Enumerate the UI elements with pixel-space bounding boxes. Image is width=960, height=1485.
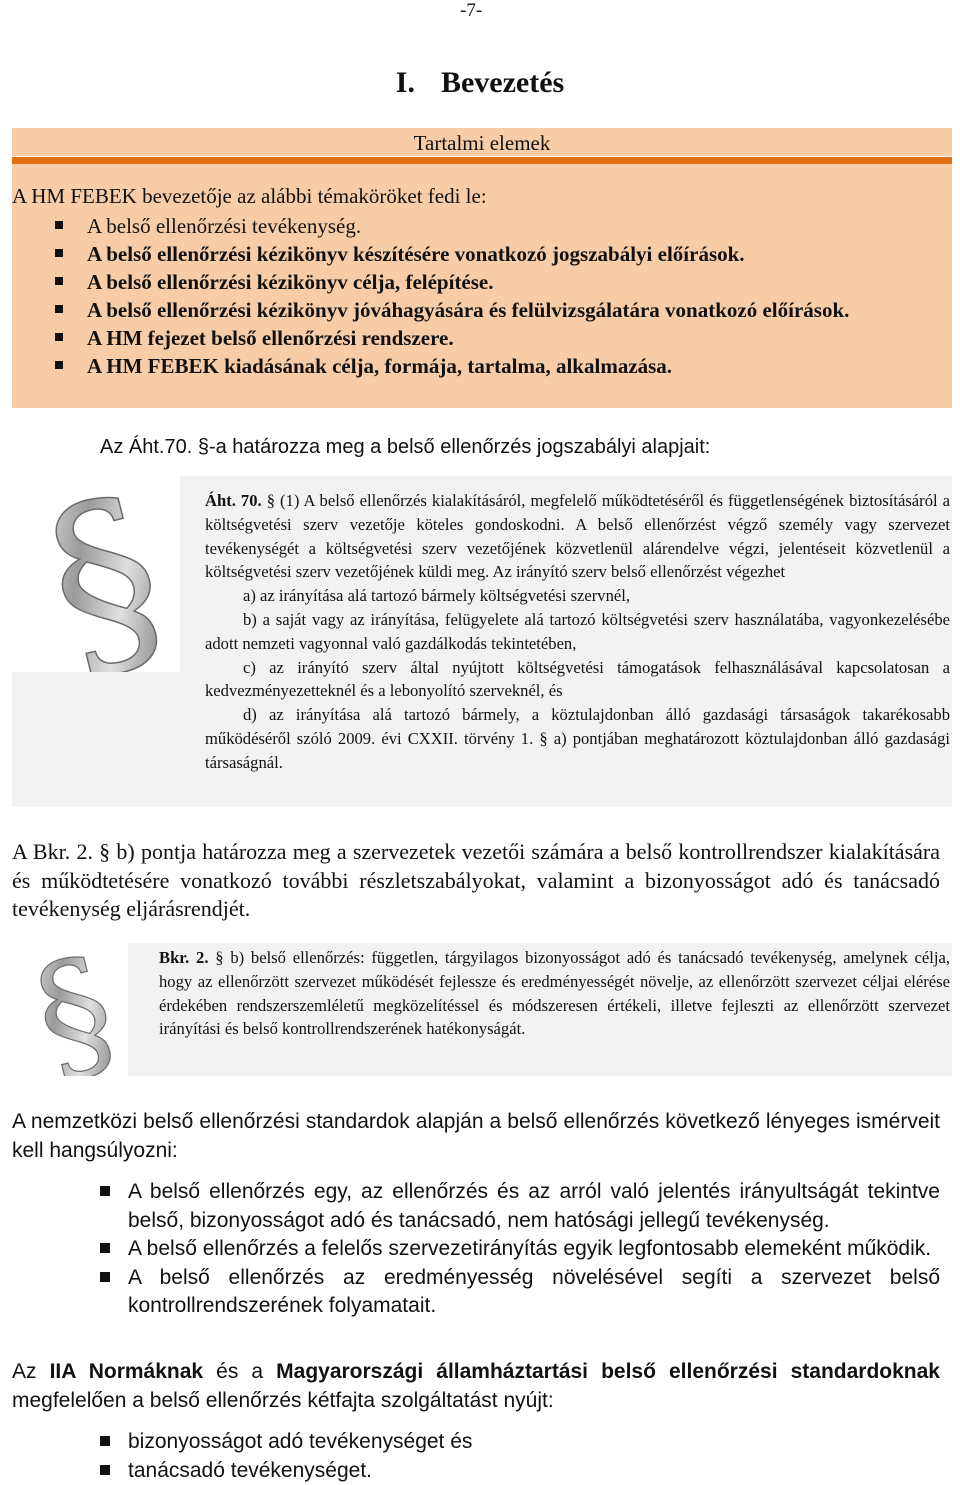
iia-paragraph: Az IIA Normáknak és a Magyarországi államháztartási belső ellenőrzési standardoknak megfelelően a belső ellenőrzés kétfajta szolgáltatást nyújt: [12, 1358, 940, 1415]
law-item: c) az irányító szerv által nyújtott költségvetési támogatások felhasználásával kapcsolatosan a kedvezményezetteknél és a lebonyolító szerveknél, és [205, 656, 950, 704]
content-box-list [55, 212, 940, 380]
aht-law-ref: Áht. 70. [205, 491, 262, 510]
section-sign-icon [12, 476, 180, 672]
chapter-number: I. [396, 66, 415, 99]
list-item: bizonyosságot adó tevékenységet és [100, 1428, 940, 1457]
content-box-heading: Tartalmi elemek [12, 128, 952, 156]
bullet-square-icon [100, 1243, 110, 1253]
list-item: A belső ellenőrzés az eredményesség növelésével segíti a szervezet belső kontrollrendszerének folyamatait. [100, 1264, 940, 1321]
content-box-rule [12, 157, 952, 164]
bullet-square-icon [100, 1186, 110, 1196]
section-sign-image [12, 943, 128, 1076]
bullet-square-icon [55, 221, 63, 229]
svg-text:§: § [25, 476, 180, 672]
standards-paragraph: A nemzetközi belső ellenőrzési standardok alapján a belső ellenőrzés következő lényeges ismérveit kell hangsúlyozni: [12, 1108, 940, 1165]
bullet-square-icon [55, 249, 63, 257]
list-item: tanácsadó tevékenységet. [100, 1457, 940, 1485]
bullet-square-icon [55, 277, 63, 285]
section-sign-icon [12, 943, 128, 1076]
bullet-square-icon [100, 1436, 110, 1446]
law-item: b) a saját vagy az irányítása, felügyelete alá tartozó költségvetési szerv használatába, vagyonkezelésébe adott nemzeti vagyonnal való gazdálkodás tekintetében, [205, 608, 950, 656]
section-sign-image [12, 476, 180, 672]
aht-intro: Az Áht.70. §-a határozza meg a belső ellenőrzés jogszabályi alapjait: [100, 436, 710, 459]
list-item: A HM fejezet belső ellenőrzési rendszere. [55, 324, 940, 352]
list-item: A HM FEBEK kiadásának célja, formája, tartalma, alkalmazása. [55, 352, 940, 380]
list-item: A belső ellenőrzési kézikönyv készítésére vonatkozó jogszabályi előírások. [55, 240, 940, 268]
law-item: d) az irányítása alá tartozó bármely, a köztulajdonban álló gazdasági társaságok takarékosabb működéséről szóló 2009. évi CXXII. törvény 1. § a) pontjában meghatározott köztulajdonban álló gazdasági társaságnál. [205, 703, 950, 774]
bullet-square-icon [55, 305, 63, 313]
page-number: -7- [460, 0, 482, 22]
list-item: A belső ellenőrzés egy, az ellenőrzés és az arról való jelentés irányultságát tekintve belső, bizonyosságot adó és tanácsadó, nem hatósági jellegű tevékenység. [100, 1178, 940, 1235]
bullet-square-icon [100, 1272, 110, 1282]
chapter-title [0, 66, 960, 100]
list-item: A belső ellenőrzési tevékenység. [55, 212, 940, 240]
bkr-law-text: Bkr. 2. § b) belső ellenőrzés: független, tárgyilagos bizonyosságot adó és tanácsadó tevékenység, amelynek célja, hogy az ellenőrzött szervezet működését fejlessze és eredményességét növelje, az ellenőrzött szervezet céljai elérése érdekében rendszerszemléletű megközelítéssel és módszeresen értékeli, illetve fejleszti az ellenőrzött szervezet irányítási és belső kontrollrendszerének hatékonyságát. [159, 946, 950, 1041]
list-item: A belső ellenőrzés a felelős szervezetirányítás egyik legfontosabb elemeként működik. [100, 1235, 940, 1264]
chapter-heading: Bevezetés [441, 66, 564, 99]
list-item: A belső ellenőrzési kézikönyv jóváhagyására és felülvizsgálatára vonatkozó előírások. [55, 296, 940, 324]
services-list [100, 1428, 940, 1485]
law-item: a) az irányítása alá tartozó bármely költségvetési szervnél, [205, 584, 950, 608]
bullet-square-icon [55, 361, 63, 369]
aht-law-text: Áht. 70. § (1) A belső ellenőrzés kialakításáról, megfelelő működtetéséről és függetlenségének biztosításáról a költségvetési szerv vezetője köteles gondoskodni. A belső ellenőrzést végző személy vagy szervezet tevékenységét a költségvetési szerv vezetőjének közvetlenül alárendelve végzi, jelentéseit közvetlenül a költségvetési szerv vezetőjének küldi meg. Az irányító szerv belső ellenőrzést végezhet a) az irányítása alá tartozó bármely költségvetési szervnél, b) a saját vagy az irányítása, felügyelete alá tartozó költségvetési szerv használatába, vagyonkezelésébe adott nemzeti vagyonnal való gazdálkodás tekintetében, c) az irányító szerv által nyújtott költségvetési támogatások felhasználásával kapcsolatosan a kedvezményezetteknél és a lebonyolító szerveknél, és d) az irányítása alá tartozó bármely, a köztulajdonban álló gazdasági társaságok takarékosabb működéséről szóló 2009. évi CXXII. törvény 1. § a) pontjában meghatározott köztulajdonban álló gazdasági társaságnál. [205, 489, 950, 775]
list-item: A belső ellenőrzési kézikönyv célja, felépítése. [55, 268, 940, 296]
bullet-square-icon [55, 333, 63, 341]
bkr-law-ref: Bkr. 2. [159, 948, 209, 967]
bkr-paragraph: A Bkr. 2. § b) pontja határozza meg a szervezetek vezetői számára a belső kontrollrendszer kialakítására és működtetésére vonatkozó további részletszabályokat, valamint a bizonyosságot adó és tanácsadó tevékenység eljárásrendjét. [12, 838, 940, 924]
content-box-intro: A HM FEBEK bevezetője az alábbi témaköröket fedi le: [12, 183, 944, 211]
standards-list [100, 1178, 940, 1321]
bullet-square-icon [100, 1465, 110, 1475]
svg-text:§: § [19, 943, 128, 1076]
